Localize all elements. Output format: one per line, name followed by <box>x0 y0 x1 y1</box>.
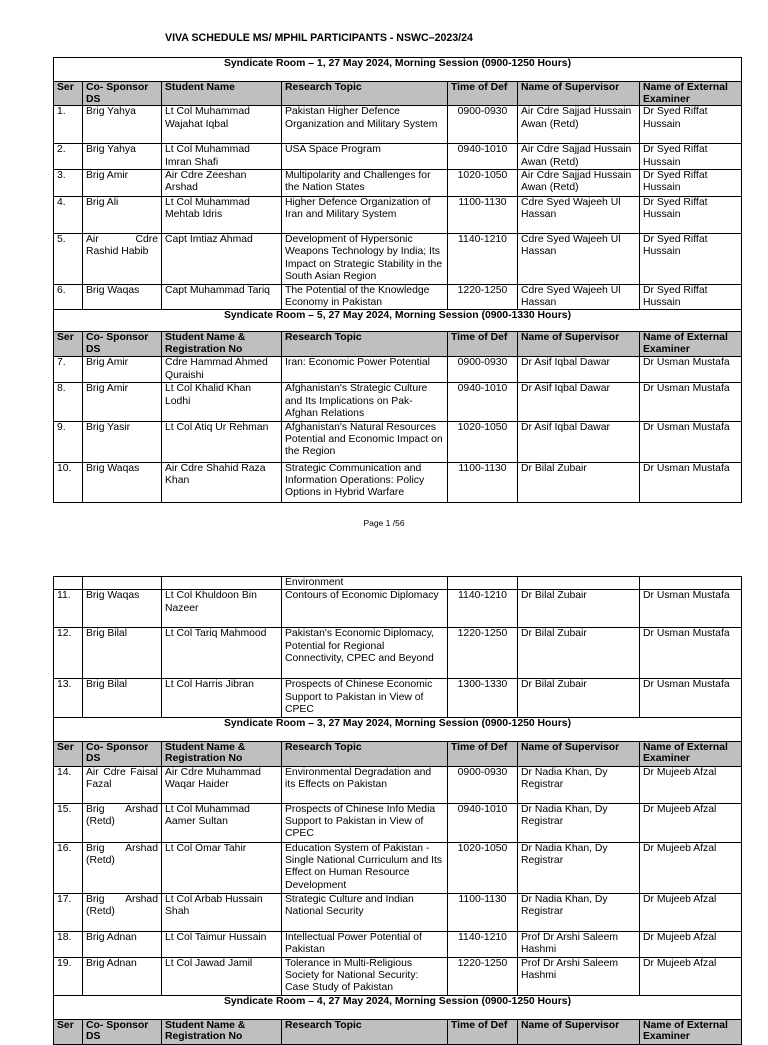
cell-student: Lt Col Muhammad Mehtab Idris <box>162 197 282 234</box>
header-student: Student Name & Registration No <box>162 741 282 766</box>
header-time: Time of Def <box>448 1019 518 1044</box>
column-header-row <box>54 1019 742 1044</box>
table-row <box>54 803 742 842</box>
cell-supervisor: Dr Asif Iqbal Dawar <box>518 383 640 421</box>
cell-examiner: Dr Usman Mustafa <box>640 628 742 679</box>
header-sponsor: Co- Sponsor DS <box>83 82 162 106</box>
cell-student: Air Cdre Zeeshan Arshad <box>162 170 282 197</box>
cell-time: 1020-1050 <box>448 842 518 893</box>
cell-examiner: Dr Usman Mustafa <box>640 679 742 717</box>
cell-ser <box>54 577 83 590</box>
table-row <box>54 421 742 462</box>
cell-time: 0940-1010 <box>448 144 518 170</box>
cell-examiner: Dr Usman Mustafa <box>640 383 742 421</box>
cell-topic: Education System of Pakistan - Single National Curriculum and Its Effect on Human Resource Development <box>282 842 448 893</box>
column-header-row <box>54 332 742 357</box>
table-row <box>54 893 742 931</box>
cell-topic: Strategic Communication and Information Operations: Policy Options in Hybrid Warfare <box>282 462 448 502</box>
cell-ser: 6. <box>54 284 83 310</box>
cell-examiner: Dr Usman Mustafa <box>640 421 742 462</box>
cell-sponsor: Brig Yahya <box>83 106 162 144</box>
cell-supervisor: Air Cdre Sajjad Hussain Awan (Retd) <box>518 170 640 197</box>
cell-time <box>448 577 518 590</box>
cell-ser: 10. <box>54 462 83 502</box>
header-ser: Ser <box>54 1019 83 1044</box>
cell-ser: 9. <box>54 421 83 462</box>
cell-topic: Higher Defence Organization of Iran and Military System <box>282 197 448 234</box>
cell-ser: 11. <box>54 590 83 628</box>
cell-supervisor: Prof Dr Arshi Saleem Hashmi <box>518 957 640 995</box>
document-title: VIVA SCHEDULE MS/ MPHIL PARTICIPANTS - NSWC–2023/24 <box>165 32 473 44</box>
cell-sponsor: Brig Waqas <box>83 284 162 310</box>
cell-student: Lt Col Jawad Jamil <box>162 957 282 995</box>
table-row <box>54 766 742 803</box>
cell-supervisor: Dr Bilal Zubair <box>518 679 640 717</box>
cell-examiner: Dr Mujeeb Afzal <box>640 842 742 893</box>
cell-student: Cdre Hammad Ahmed Quraishi <box>162 357 282 383</box>
header-topic: Research Topic <box>282 82 448 106</box>
session-title-row <box>54 717 742 741</box>
cell-sponsor: Brig Ali <box>83 197 162 234</box>
header-student: Student Name & Registration No <box>162 332 282 357</box>
column-header-row <box>54 82 742 106</box>
cell-supervisor: Dr Asif Iqbal Dawar <box>518 421 640 462</box>
header-sponsor: Co- Sponsor DS <box>83 332 162 357</box>
table-row <box>54 842 742 893</box>
table-row <box>54 357 742 383</box>
cell-sponsor: Brig Yahya <box>83 144 162 170</box>
cell-sponsor: Brig Yasir <box>83 421 162 462</box>
cell-ser: 19. <box>54 957 83 995</box>
cell-student: Air Cdre Muhammad Waqar Haider <box>162 766 282 803</box>
cell-ser: 4. <box>54 197 83 234</box>
sponsor-text: Brig Arshad (Retd) <box>86 842 158 867</box>
cell-topic: Strategic Culture and Indian National Security <box>282 893 448 931</box>
table-row <box>54 628 742 679</box>
cell-sponsor: Brig Waqas <box>83 590 162 628</box>
cell-topic: Afghanistan's Natural Resources Potential and Economic Impact on the Region <box>282 421 448 462</box>
cell-supervisor: Air Cdre Sajjad Hussain Awan (Retd) <box>518 144 640 170</box>
cell-topic: Afghanistan's Strategic Culture and Its Implications on Pak-Afghan Relations <box>282 383 448 421</box>
cell-ser: 16. <box>54 842 83 893</box>
cell-student: Lt Col Muhammad Wajahat Iqbal <box>162 106 282 144</box>
cell-student <box>162 577 282 590</box>
cell-supervisor: Dr Bilal Zubair <box>518 462 640 502</box>
cell-sponsor: Brig Bilal <box>83 628 162 679</box>
cell-time: 0900-0930 <box>448 766 518 803</box>
cell-student: Lt Col Arbab Hussain Shah <box>162 893 282 931</box>
table-row <box>54 931 742 957</box>
header-examiner: Name of External Examiner <box>640 332 742 357</box>
cell-examiner: Dr Syed Riffat Hussain <box>640 197 742 234</box>
cell-sponsor: Brig Waqas <box>83 462 162 502</box>
cell-supervisor: Cdre Syed Wajeeh Ul Hassan <box>518 197 640 234</box>
cell-student: Lt Col Muhammad Aamer Sultan <box>162 803 282 842</box>
cell-student: Lt Col Tariq Mahmood <box>162 628 282 679</box>
cell-topic: Tolerance in Multi-Religious Society for National Security: Case Study of Pakistan <box>282 957 448 995</box>
column-header-row <box>54 741 742 766</box>
table-row <box>54 679 742 717</box>
table-row <box>54 170 742 197</box>
cell-examiner: Dr Mujeeb Afzal <box>640 931 742 957</box>
table-row <box>54 197 742 234</box>
cell-supervisor <box>518 577 640 590</box>
cell-student: Lt Col Muhammad Imran Shafi <box>162 144 282 170</box>
cell-examiner: Dr Usman Mustafa <box>640 357 742 383</box>
sponsor-text: Air Cdre Faisal Fazal <box>86 766 158 791</box>
cell-sponsor: Brig Amir <box>83 357 162 383</box>
cell-student: Capt Imtiaz Ahmad <box>162 234 282 285</box>
session-title-row <box>54 58 742 82</box>
cell-time: 1100-1130 <box>448 197 518 234</box>
cell-sponsor: Brig Adnan <box>83 931 162 957</box>
cell-examiner: Dr Usman Mustafa <box>640 462 742 502</box>
header-examiner: Name of External Examiner <box>640 82 742 106</box>
cell-topic: Environment <box>282 577 448 590</box>
header-time: Time of Def <box>448 741 518 766</box>
table-row <box>54 284 742 310</box>
cell-time: 1140-1210 <box>448 234 518 285</box>
cell-topic: Intellectual Power Potential of Pakistan <box>282 931 448 957</box>
cell-sponsor <box>83 234 162 285</box>
header-topic: Research Topic <box>282 332 448 357</box>
cell-supervisor: Air Cdre Sajjad Hussain Awan (Retd) <box>518 106 640 144</box>
cell-topic: Prospects of Chinese Info Media Support to Pakistan in View of CPEC <box>282 803 448 842</box>
cell-supervisor: Dr Asif Iqbal Dawar <box>518 357 640 383</box>
schedule-table-page-1 <box>53 57 742 503</box>
page-number: Page 1 /56 <box>363 518 405 528</box>
cell-time: 1300-1330 <box>448 679 518 717</box>
header-topic: Research Topic <box>282 741 448 766</box>
cell-time: 1020-1050 <box>448 421 518 462</box>
table-row <box>54 106 742 144</box>
cell-topic: The Potential of the Knowledge Economy in Pakistan <box>282 284 448 310</box>
header-ser: Ser <box>54 332 83 357</box>
cell-sponsor <box>83 577 162 590</box>
cell-topic: Development of Hypersonic Weapons Technology by India; Its Impact on Strategic Stability in the South Asian Region <box>282 234 448 285</box>
header-supervisor: Name of Supervisor <box>518 82 640 106</box>
header-student: Student Name & Registration No <box>162 1019 282 1044</box>
header-student: Student Name <box>162 82 282 106</box>
session-title-row <box>54 310 742 332</box>
cell-student: Lt Col Omar Tahir <box>162 842 282 893</box>
cell-ser: 3. <box>54 170 83 197</box>
table-row <box>54 462 742 502</box>
cell-time: 0940-1010 <box>448 803 518 842</box>
cell-sponsor: Brig Bilal <box>83 679 162 717</box>
cell-ser: 14. <box>54 766 83 803</box>
cell-topic: Multipolarity and Challenges for the Nation States <box>282 170 448 197</box>
cell-examiner: Dr Mujeeb Afzal <box>640 803 742 842</box>
cell-sponsor: Brig Amir <box>83 383 162 421</box>
header-time: Time of Def <box>448 82 518 106</box>
cell-ser: 7. <box>54 357 83 383</box>
cell-topic: Prospects of Chinese Economic Support to Pakistan in View of CPEC <box>282 679 448 717</box>
header-examiner: Name of External Examiner <box>640 741 742 766</box>
header-ser: Ser <box>54 82 83 106</box>
cell-supervisor: Dr Bilal Zubair <box>518 590 640 628</box>
cell-ser: 8. <box>54 383 83 421</box>
cell-examiner: Dr Mujeeb Afzal <box>640 957 742 995</box>
table-row <box>54 590 742 628</box>
cell-examiner: Dr Syed Riffat Hussain <box>640 106 742 144</box>
cell-sponsor <box>83 842 162 893</box>
cell-examiner: Dr Syed Riffat Hussain <box>640 170 742 197</box>
cell-ser: 2. <box>54 144 83 170</box>
cell-topic: Pakistan Higher Defence Organization and Military System <box>282 106 448 144</box>
cell-supervisor: Dr Nadia Khan, Dy Registrar <box>518 766 640 803</box>
cell-ser: 17. <box>54 893 83 931</box>
header-supervisor: Name of Supervisor <box>518 1019 640 1044</box>
sponsor-text: Brig Arshad (Retd) <box>86 803 158 828</box>
header-ser: Ser <box>54 741 83 766</box>
cell-time: 0900-0930 <box>448 357 518 383</box>
cell-supervisor: Cdre Syed Wajeeh Ul Hassan <box>518 234 640 285</box>
session-title: Syndicate Room – 1, 27 May 2024, Morning Session (0900-1250 Hours) <box>54 58 742 82</box>
header-sponsor: Co- Sponsor DS <box>83 1019 162 1044</box>
cell-supervisor: Dr Bilal Zubair <box>518 628 640 679</box>
cell-sponsor <box>83 803 162 842</box>
sponsor-text: Air Cdre Rashid Habib <box>86 234 158 258</box>
cell-time: 1220-1250 <box>448 284 518 310</box>
cell-examiner: Dr Syed Riffat Hussain <box>640 144 742 170</box>
cell-time: 1020-1050 <box>448 170 518 197</box>
cell-time: 1100-1130 <box>448 462 518 502</box>
cell-examiner: Dr Mujeeb Afzal <box>640 766 742 803</box>
cell-topic: Iran: Economic Power Potential <box>282 357 448 383</box>
cell-sponsor <box>83 893 162 931</box>
cell-ser: 1. <box>54 106 83 144</box>
cell-topic: Contours of Economic Diplomacy <box>282 590 448 628</box>
cell-supervisor: Dr Nadia Khan, Dy Registrar <box>518 893 640 931</box>
cell-ser: 15. <box>54 803 83 842</box>
cell-topic: USA Space Program <box>282 144 448 170</box>
cell-student: Lt Col Khuldoon Bin Nazeer <box>162 590 282 628</box>
cell-examiner: Dr Syed Riffat Hussain <box>640 234 742 285</box>
cell-ser: 18. <box>54 931 83 957</box>
cell-supervisor: Cdre Syed Wajeeh Ul Hassan <box>518 284 640 310</box>
table-row <box>54 144 742 170</box>
cell-time: 1220-1250 <box>448 957 518 995</box>
cell-supervisor: Prof Dr Arshi Saleem Hashmi <box>518 931 640 957</box>
cell-time: 0940-1010 <box>448 383 518 421</box>
cell-examiner: Dr Syed Riffat Hussain <box>640 284 742 310</box>
cell-time: 1140-1210 <box>448 931 518 957</box>
header-time: Time of Def <box>448 332 518 357</box>
cell-student: Lt Col Khalid Khan Lodhi <box>162 383 282 421</box>
table-row <box>54 957 742 995</box>
cell-ser: 12. <box>54 628 83 679</box>
cell-time: 1140-1210 <box>448 590 518 628</box>
cell-time: 1220-1250 <box>448 628 518 679</box>
table-row-continued <box>54 577 742 590</box>
session-title: Syndicate Room – 3, 27 May 2024, Morning Session (0900-1250 Hours) <box>54 717 742 741</box>
cell-student: Lt Col Harris Jibran <box>162 679 282 717</box>
session-title: Syndicate Room – 4, 27 May 2024, Morning Session (0900-1250 Hours) <box>54 995 742 1019</box>
cell-sponsor: Brig Adnan <box>83 957 162 995</box>
session-title: Syndicate Room – 5, 27 May 2024, Morning Session (0900-1330 Hours) <box>54 310 742 332</box>
cell-student: Lt Col Atiq Ur Rehman <box>162 421 282 462</box>
cell-ser: 5. <box>54 234 83 285</box>
table-row <box>54 383 742 421</box>
cell-topic: Environmental Degradation and its Effects on Pakistan <box>282 766 448 803</box>
header-supervisor: Name of Supervisor <box>518 741 640 766</box>
cell-supervisor: Dr Nadia Khan, Dy Registrar <box>518 803 640 842</box>
cell-student: Lt Col Taimur Hussain <box>162 931 282 957</box>
cell-sponsor <box>83 766 162 803</box>
header-topic: Research Topic <box>282 1019 448 1044</box>
header-examiner: Name of External Examiner <box>640 1019 742 1044</box>
cell-time: 1100-1130 <box>448 893 518 931</box>
cell-topic: Pakistan's Economic Diplomacy, Potential for Regional Connectivity, CPEC and Beyond <box>282 628 448 679</box>
header-supervisor: Name of Supervisor <box>518 332 640 357</box>
sponsor-text: Brig Arshad (Retd) <box>86 893 158 918</box>
cell-examiner: Dr Usman Mustafa <box>640 590 742 628</box>
header-sponsor: Co- Sponsor DS <box>83 741 162 766</box>
table-row <box>54 234 742 285</box>
schedule-table-page-2 <box>53 576 742 1045</box>
cell-time: 0900-0930 <box>448 106 518 144</box>
cell-examiner: Dr Mujeeb Afzal <box>640 893 742 931</box>
cell-student: Capt Muhammad Tariq <box>162 284 282 310</box>
cell-student: Air Cdre Shahid Raza Khan <box>162 462 282 502</box>
cell-examiner <box>640 577 742 590</box>
cell-supervisor: Dr Nadia Khan, Dy Registrar <box>518 842 640 893</box>
cell-sponsor: Brig Amir <box>83 170 162 197</box>
cell-ser: 13. <box>54 679 83 717</box>
session-title-row <box>54 995 742 1019</box>
